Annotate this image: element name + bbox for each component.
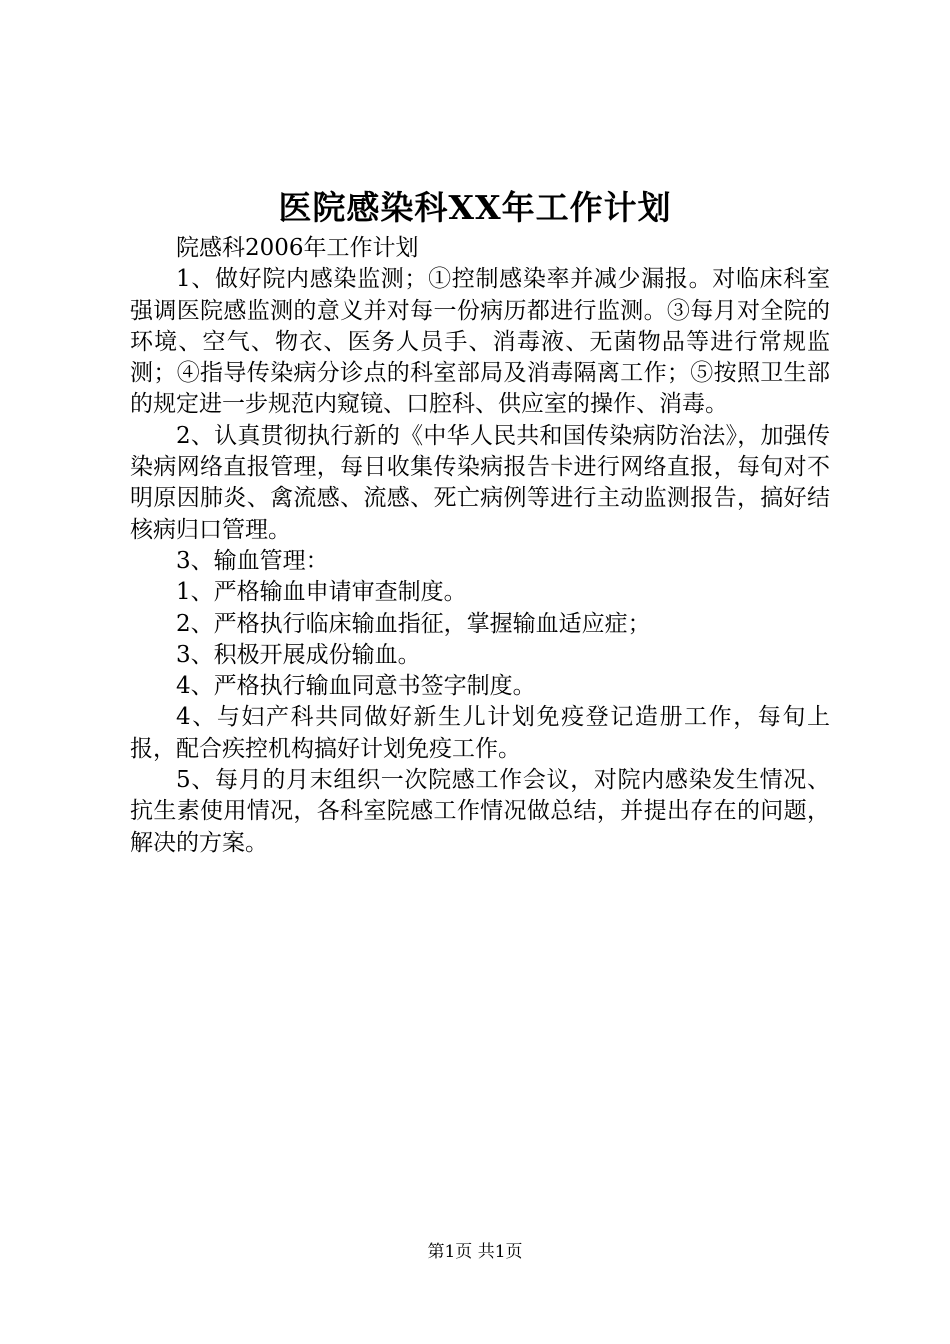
paragraph-item-3: 3、输血管理：: [176, 547, 329, 574]
page-footer: 第1页 共1页: [427, 1242, 523, 1262]
paragraph-subtitle: 院感科2006年工作计划: [176, 235, 419, 261]
document-body: [130, 233, 830, 859]
paragraph-subitem-1: 1、严格输血申请审查制度。: [176, 579, 467, 606]
paragraph-subitem-4: 4、严格执行输血同意书签字制度。: [176, 673, 536, 700]
paragraph-subitem-2: 2、严格执行临床输血指征，掌握输血适应症；: [176, 610, 651, 637]
paragraph-item-5: 5、每月的月末组织一次院感工作会议，对院内感染发生情况、抗生素使用情况，各科室院感工作情况做总结，并提出存在的问题，解决的方案。: [130, 767, 830, 856]
paragraph-item-1: 1、做好院内感染监测；①控制感染率并减少漏报。对临床科室强调医院感监测的意义并对每一份病历都进行监测。③每月对全院的环境、空气、物衣、医务人员手、消毒液、无菌物品等进行常规监测；④指导传染病分诊点的科室部局及消毒隔离工作；⑤按照卫生部的规定进一步规范内窥镜、口腔科、供应室的操作、消毒。: [130, 266, 830, 418]
paragraph-item-4: 4、与妇产科共同做好新生儿计划免疫登记造册工作，每旬上报，配合疾控机构搞好计划免疫工作。: [130, 704, 830, 762]
document-title: 医院感染科XX年工作计划: [278, 188, 672, 227]
paragraph-item-2: 2、认真贯彻执行新的《中华人民共和国传染病防治法》，加强传染病网络直报管理，每日收集传染病报告卡进行网络直报，每旬对不明原因肺炎、禽流感、流感、死亡病例等进行主动监测报告，搞好结核病归口管理。: [130, 422, 830, 543]
paragraph-subitem-3: 3、积极开展成份输血。: [176, 641, 421, 668]
